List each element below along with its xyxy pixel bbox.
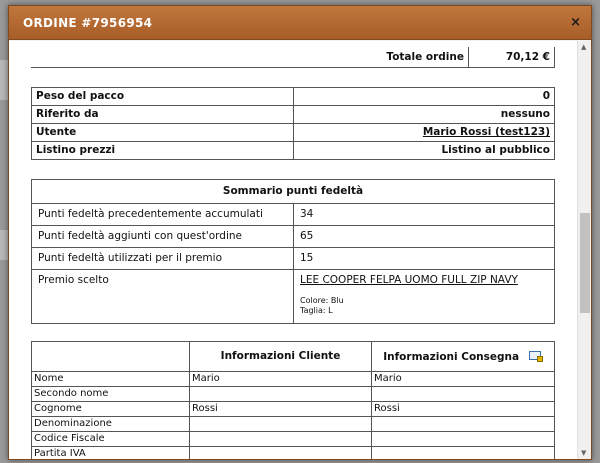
- close-icon[interactable]: ×: [570, 15, 581, 30]
- order-total-table: [31, 47, 555, 68]
- order-total-row: [31, 47, 555, 67]
- field-label: Codice Fiscale: [32, 431, 190, 446]
- field-label: Partita IVA: [32, 446, 190, 459]
- scroll-down-icon[interactable]: ▼: [581, 449, 587, 457]
- prize-size: Taglia: L: [300, 305, 333, 315]
- client-value: Rossi: [190, 401, 372, 416]
- delivery-header-label: Informazioni Consegna: [383, 350, 520, 363]
- order-total-value: 70,12 €: [469, 47, 555, 67]
- delivery-value: [372, 386, 555, 401]
- prize-color: Colore: Blu: [300, 295, 344, 305]
- field-label: Cognome: [32, 401, 190, 416]
- table-row: [32, 401, 555, 416]
- field-label: Secondo nome: [32, 386, 190, 401]
- info-value: [294, 123, 555, 141]
- order-info-table: [31, 87, 555, 160]
- order-modal: [8, 5, 592, 460]
- prize-attributes: [300, 296, 550, 316]
- info-value: Listino al pubblico: [294, 141, 555, 159]
- loyalty-label: Punti fedeltà precedentemente accumulati: [32, 203, 294, 225]
- table-row: [32, 371, 555, 386]
- info-row: [32, 105, 555, 123]
- loyalty-row: [32, 203, 555, 225]
- table-row: [32, 416, 555, 431]
- loyalty-value: 65: [294, 225, 555, 247]
- customer-table: [31, 341, 555, 460]
- delivery-value: Mario: [372, 371, 555, 386]
- loyalty-label: Punti fedeltà aggiunti con quest'ordine: [32, 225, 294, 247]
- field-label: Denominazione: [32, 416, 190, 431]
- loyalty-table: [31, 179, 555, 324]
- info-row: [32, 141, 555, 159]
- edit-delivery-icon[interactable]: [529, 350, 543, 362]
- delivery-header: [372, 341, 555, 371]
- loyalty-row: [32, 247, 555, 269]
- customer-header-row: [32, 341, 555, 371]
- loyalty-row: [32, 225, 555, 247]
- info-label: Peso del pacco: [32, 87, 294, 105]
- modal-titlebar: [9, 6, 591, 40]
- loyalty-header: Sommario punti fedeltà: [32, 179, 555, 203]
- delivery-value: [372, 431, 555, 446]
- table-row: [32, 386, 555, 401]
- order-details: [31, 41, 555, 459]
- modal-title: ORDINE #7956954: [23, 15, 153, 30]
- info-label: Listino prezzi: [32, 141, 294, 159]
- client-value: [190, 446, 372, 459]
- loyalty-value: 34: [294, 203, 555, 225]
- info-value: nessuno: [294, 105, 555, 123]
- loyalty-prize-row: [32, 269, 555, 323]
- info-label: Riferito da: [32, 105, 294, 123]
- prize-link[interactable]: LEE COOPER FELPA UOMO FULL ZIP NAVY: [300, 273, 518, 286]
- loyalty-label: Punti fedeltà utilizzati per il premio: [32, 247, 294, 269]
- table-row: [32, 446, 555, 459]
- client-value: [190, 386, 372, 401]
- info-label: Utente: [32, 123, 294, 141]
- info-value: 0: [294, 87, 555, 105]
- client-value: Mario: [190, 371, 372, 386]
- customer-header-empty: [32, 341, 190, 371]
- scrollbar-thumb[interactable]: [580, 213, 590, 313]
- client-value: [190, 431, 372, 446]
- user-link[interactable]: Mario Rossi (test123): [422, 126, 550, 138]
- field-label: Nome: [32, 371, 190, 386]
- table-row: [32, 431, 555, 446]
- delivery-value: Rossi: [372, 401, 555, 416]
- loyalty-value: 15: [294, 247, 555, 269]
- info-row: [32, 123, 555, 141]
- vertical-scrollbar[interactable]: [577, 41, 591, 459]
- delivery-value: [372, 446, 555, 459]
- scroll-up-icon[interactable]: ▲: [581, 43, 587, 51]
- loyalty-header-row: [32, 179, 555, 203]
- client-value: [190, 416, 372, 431]
- client-header: Informazioni Cliente: [190, 341, 372, 371]
- delivery-value: [372, 416, 555, 431]
- prize-cell: [294, 269, 555, 323]
- prize-label: Premio scelto: [32, 269, 294, 323]
- order-total-label: Totale ordine: [31, 47, 469, 67]
- info-row: [32, 87, 555, 105]
- modal-content: [9, 41, 591, 459]
